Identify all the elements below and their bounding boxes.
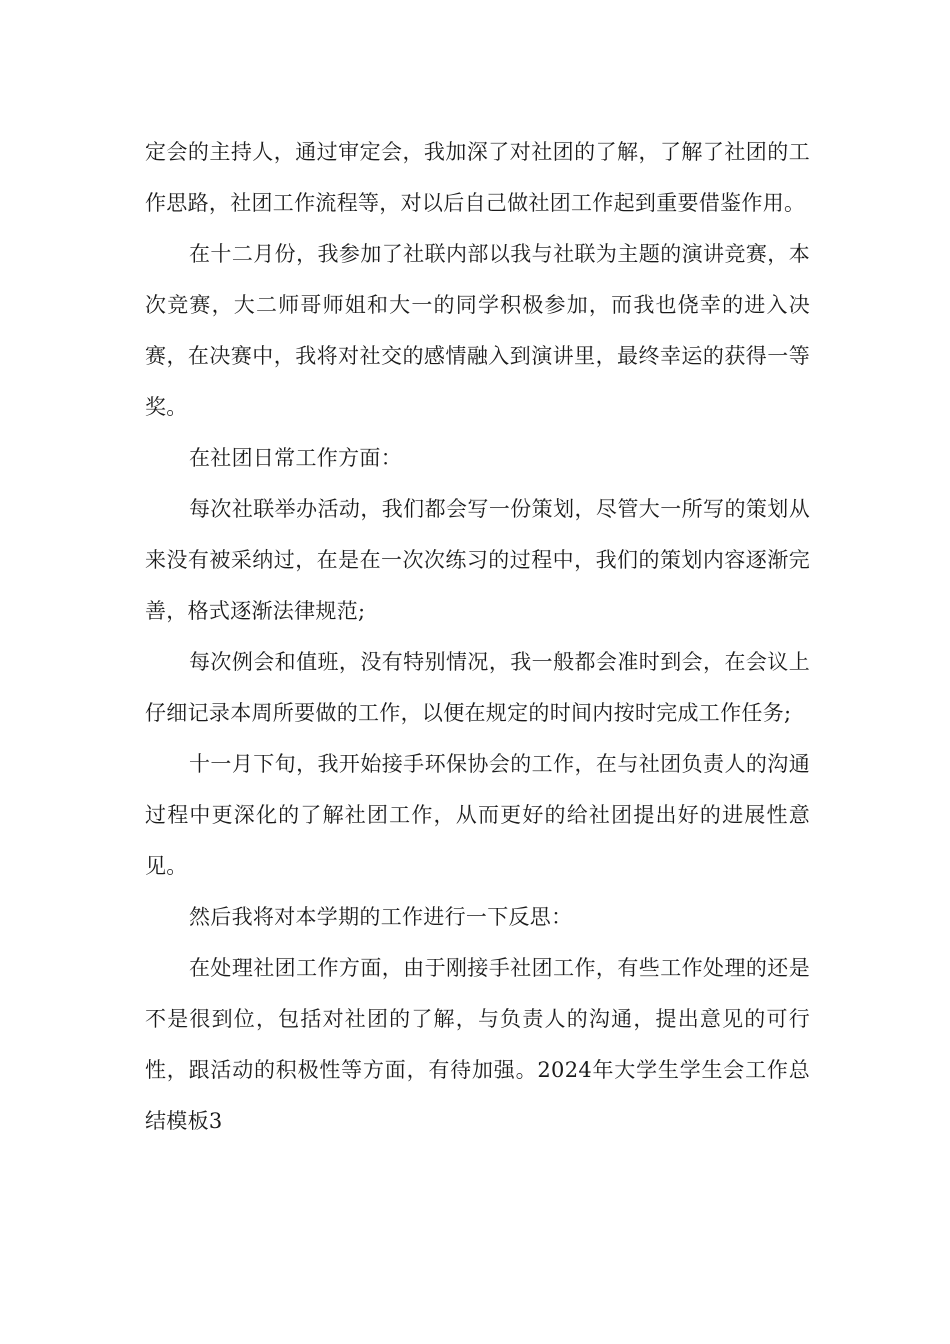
paragraph-7: 然后我将对本学期的工作进行一下反思： xyxy=(189,905,573,929)
paragraph-4: 每次社联举办活动，我们都会写一份策划，尽管大一所写的策划从来没有被采纳过，在是在一次次练习的过程中，我们的策划内容逐渐完善，格式逐渐法律规范; xyxy=(145,497,810,623)
paragraph-1: 定会的主持人，通过审定会，我加深了对社团的了解，了解了社团的工作思路，社团工作流程等，对以后自己做社团工作起到重要借鉴作用。 xyxy=(145,140,810,215)
paragraph-2: 在十二月份，我参加了社联内部以我与社联为主题的演讲竞赛，本次竞赛，大二师哥师姐和大一的同学积极参加，而我也侥幸的进入决赛，在决赛中，我将对社交的感情融入到演讲里，最终幸运的获得一等奖。 xyxy=(145,242,810,419)
paragraph-6: 十一月下旬，我开始接手环保协会的工作，在与社团负责人的沟通过程中更深化的了解社团工作，从而更好的给社团提出好的进展性意见。 xyxy=(145,752,810,878)
paragraph-8: 在处理社团工作方面，由于刚接手社团工作，有些工作处理的还是不是很到位，包括对社团的了解，与负责人的沟通，提出意见的可行性，跟活动的积极性等方面，有待加强。2024年大学生学生会工作总结模板3 xyxy=(145,956,810,1133)
paragraph-5: 每次例会和值班，没有特别情况，我一般都会准时到会，在会议上仔细记录本周所要做的工作，以便在规定的时间内按时完成工作任务; xyxy=(145,650,810,725)
document-body xyxy=(145,127,810,1147)
paragraph-3: 在社团日常工作方面： xyxy=(189,446,402,470)
